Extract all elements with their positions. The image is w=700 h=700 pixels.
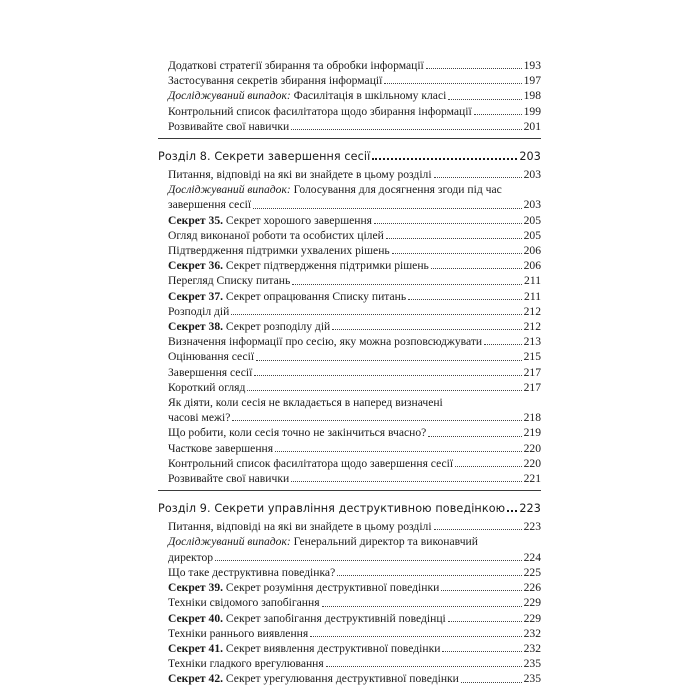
entry-label: Розподіл дій <box>168 304 230 318</box>
entry-text <box>168 425 426 440</box>
entry-label: Підтвердження підтримки ухвалених рішень <box>168 244 390 258</box>
page-number: 221 <box>523 472 541 486</box>
toc-entry[interactable] <box>158 289 541 304</box>
entry-label: Секрет розуміння деструктивної поведінки <box>223 581 440 595</box>
toc-entry[interactable] <box>158 641 541 656</box>
entry-label: Секрет підтвердження підтримки рішень <box>223 259 429 273</box>
entry-text <box>168 119 289 134</box>
entry-label: Огляд виконаної роботи та особистих цілей <box>168 228 384 242</box>
toc-entry-continuation <box>158 197 541 212</box>
page-number: 205 <box>523 228 541 242</box>
entry-label: Секрет запобігання деструктивній поведінці <box>223 611 446 625</box>
entry-label: Фасилітація в шкільному класі <box>290 89 447 103</box>
entry-text <box>168 611 446 626</box>
entry-text <box>168 595 320 610</box>
entry-text <box>168 534 478 549</box>
entry-label-continued: завершення сесії <box>168 198 252 212</box>
dot-leader <box>247 390 521 391</box>
toc-entry[interactable] <box>158 167 541 182</box>
chapter-title: Розділ 8. Секрети завершення сесії <box>158 150 371 164</box>
toc-entry[interactable] <box>158 243 541 258</box>
entry-text <box>168 471 289 486</box>
entry-text <box>168 380 245 395</box>
entry-label: Застосування секретів збирання інформації <box>168 74 383 88</box>
page-number: 201 <box>523 119 541 133</box>
page-number: 219 <box>523 426 541 440</box>
page-number: 212 <box>523 304 541 318</box>
entry-label: Секрет розподілу дій <box>223 320 331 334</box>
dot-leader <box>232 420 521 421</box>
secret-number: Секрет 36. <box>168 259 224 273</box>
dot-leader <box>434 529 522 530</box>
page-number: 232 <box>523 626 541 640</box>
entry-label: Секрет виявлення деструктивної поведінки <box>223 641 441 655</box>
secret-number: Секрет 35. <box>168 213 224 227</box>
toc-entry[interactable] <box>158 304 541 319</box>
toc-entry[interactable] <box>158 365 541 380</box>
entry-text <box>168 565 335 580</box>
entry-text <box>168 456 453 471</box>
toc-entry[interactable] <box>158 58 541 73</box>
entry-label: Визначення інформації про сесію, яку можна розповсюджувати <box>168 335 483 349</box>
entry-label: Контрольний список фасилітатора щодо збирання інформації <box>168 104 472 118</box>
toc-entry[interactable] <box>158 213 541 228</box>
chapter-page-number: 223 <box>519 502 541 516</box>
dot-leader <box>332 329 521 330</box>
entry-label-continued: директор <box>168 550 214 564</box>
case-study-prefix: Досліджуваний випадок: <box>168 183 291 197</box>
toc-entry[interactable] <box>158 380 541 395</box>
dot-leader <box>291 481 521 482</box>
dot-leader <box>291 129 521 130</box>
entry-text <box>168 334 482 349</box>
toc-entry[interactable] <box>158 273 541 288</box>
dot-leader <box>426 68 522 69</box>
page-number: 215 <box>523 350 541 364</box>
entry-text <box>168 580 439 595</box>
dot-leader <box>322 606 522 607</box>
dot-leader <box>386 238 522 239</box>
entry-text <box>168 88 446 103</box>
page-number: 224 <box>523 550 541 564</box>
toc-entry[interactable] <box>158 595 541 610</box>
dot-leader <box>384 83 521 84</box>
toc-entry[interactable] <box>158 104 541 119</box>
entry-text <box>168 671 459 686</box>
dot-leader <box>448 621 522 622</box>
dot-leader <box>441 590 521 591</box>
page-number: 206 <box>523 259 541 273</box>
entry-text <box>168 213 372 228</box>
entry-text <box>168 258 429 273</box>
entry-text <box>168 228 384 243</box>
page-number: 220 <box>523 456 541 470</box>
toc-entry[interactable] <box>158 319 541 334</box>
dot-leader <box>392 253 522 254</box>
page-number: 217 <box>523 380 541 394</box>
toc-entry[interactable] <box>158 395 541 410</box>
dot-leader <box>507 510 517 512</box>
entry-label: Як діяти, коли сесія не вкладається в наперед визначені <box>168 396 443 410</box>
page-number: 197 <box>523 74 541 88</box>
secret-number: Секрет 41. <box>168 641 224 655</box>
page-number: 229 <box>523 596 541 610</box>
toc-entry[interactable] <box>158 565 541 580</box>
entry-label: Додаткові стратегії збирання та обробки інформації <box>168 59 424 72</box>
page-number: 206 <box>523 244 541 258</box>
toc-entry[interactable] <box>158 441 541 456</box>
dot-leader <box>215 560 522 561</box>
dot-leader <box>434 177 522 178</box>
entry-label-continued: часові межі? <box>168 411 231 425</box>
toc-entry[interactable] <box>158 349 541 364</box>
page-number: 211 <box>524 289 541 303</box>
page-number: 193 <box>523 59 541 72</box>
page-number: 225 <box>523 565 541 579</box>
entry-text <box>168 656 324 671</box>
section-divider <box>158 138 541 139</box>
chapter-9-entries <box>158 519 541 686</box>
entry-text <box>168 441 273 456</box>
entry-text <box>168 289 406 304</box>
page-number: 203 <box>523 168 541 182</box>
dot-leader <box>461 682 522 683</box>
dot-leader <box>428 436 521 437</box>
entry-text <box>168 349 254 364</box>
page-number: 217 <box>523 365 541 379</box>
entry-label: Контрольний список фасилітатора щодо завершення сесії <box>168 456 454 470</box>
section-divider <box>158 490 541 491</box>
entry-text <box>168 73 382 88</box>
page-number: 229 <box>523 611 541 625</box>
entry-text <box>168 243 390 258</box>
toc-entry[interactable] <box>158 626 541 641</box>
secret-number: Секрет 42. <box>168 672 224 686</box>
dot-leader <box>253 208 522 209</box>
chapter-title: Розділ 9. Секрети управління деструктивною поведінкою <box>158 502 506 516</box>
secret-number: Секрет 37. <box>168 289 224 303</box>
entry-text <box>168 273 290 288</box>
dot-leader <box>292 284 522 285</box>
toc-entry[interactable] <box>158 656 541 671</box>
chapter-heading[interactable] <box>158 501 541 519</box>
entry-label: Короткий огляд <box>168 380 246 394</box>
page-number: 203 <box>523 198 541 212</box>
entry-label: Питання, відповіді на які ви знайдете в цьому розділі <box>168 520 432 534</box>
entry-text <box>168 304 229 319</box>
entry-text <box>168 626 308 641</box>
entry-label: Техніки свідомого запобігання <box>168 596 320 610</box>
entry-label: Розвивайте свої навички <box>168 119 290 133</box>
dot-leader <box>408 299 522 300</box>
toc-entry[interactable] <box>158 425 541 440</box>
toc-entry[interactable] <box>158 119 541 134</box>
page-number: 198 <box>523 89 541 103</box>
page-number: 226 <box>523 581 541 595</box>
entry-label: Що таке деструктивна поведінка? <box>168 565 336 579</box>
entry-label: Оцінювання сесії <box>168 350 255 364</box>
page-number: 212 <box>523 320 541 334</box>
dot-leader <box>256 360 522 361</box>
toc-entry[interactable] <box>158 671 541 686</box>
toc-entry[interactable] <box>158 471 541 486</box>
entry-text <box>168 58 424 73</box>
entry-text <box>168 641 440 656</box>
chapter-8-entries <box>158 167 541 486</box>
entry-text <box>168 167 432 182</box>
toc-entry[interactable] <box>158 73 541 88</box>
dot-leader <box>484 344 521 345</box>
chapter-page-number: 203 <box>519 150 541 164</box>
page-number: 211 <box>524 274 541 288</box>
entry-label: Часткове завершення <box>168 441 274 455</box>
dot-leader <box>455 466 521 467</box>
secret-number: Секрет 38. <box>168 320 224 334</box>
toc-entry[interactable] <box>158 611 541 626</box>
entry-label: Завершення сесії <box>168 365 253 379</box>
dot-leader <box>275 451 522 452</box>
dot-leader <box>326 666 522 667</box>
dot-leader <box>337 575 521 576</box>
secret-number: Секрет 40. <box>168 611 224 625</box>
toc-entry[interactable] <box>158 228 541 243</box>
dot-leader <box>310 636 521 637</box>
page-number: 218 <box>523 411 541 425</box>
entry-text <box>168 319 330 334</box>
dot-leader <box>448 99 521 100</box>
page-number: 235 <box>523 657 541 671</box>
secret-number: Секрет 39. <box>168 581 224 595</box>
dot-leader <box>231 314 521 315</box>
toc-entry[interactable] <box>158 88 541 103</box>
table-of-contents <box>158 58 541 687</box>
entry-label: Перегляд Списку питань <box>168 274 291 288</box>
page-number: 205 <box>523 213 541 227</box>
toc-entry[interactable] <box>158 580 541 595</box>
page-number: 223 <box>523 520 541 534</box>
entry-text <box>168 519 432 534</box>
toc-entry[interactable] <box>158 182 541 197</box>
chapter-heading[interactable] <box>158 149 541 167</box>
entry-label: Що робити, коли сесія точно не закінчиться вчасно? <box>168 426 427 440</box>
toc-entry[interactable] <box>158 334 541 349</box>
toc-entry[interactable] <box>158 456 541 471</box>
entry-text <box>168 395 443 410</box>
dot-leader <box>372 158 517 160</box>
entry-label: Питання, відповіді на які ви знайдете в цьому розділі <box>168 168 432 182</box>
dot-leader <box>442 651 521 652</box>
toc-entry-continuation <box>158 550 541 565</box>
page-number: 199 <box>523 104 541 118</box>
toc-entry[interactable] <box>158 534 541 549</box>
entry-label: Техніки гладкого врегулювання <box>168 657 324 671</box>
entry-label: Розвивайте свої навички <box>168 472 290 486</box>
entry-label: Секрет урегулювання деструктивної поведінки <box>223 672 459 686</box>
entry-label: Секрет хорошого завершення <box>223 213 373 227</box>
dot-leader <box>431 268 522 269</box>
entry-label: Секрет опрацювання Списку питань <box>223 289 407 303</box>
page-number: 220 <box>523 441 541 455</box>
case-study-prefix: Досліджуваний випадок: <box>168 89 291 103</box>
entry-label: Голосування для досягнення згоди під час <box>290 183 502 197</box>
entry-text <box>168 365 252 380</box>
case-study-prefix: Досліджуваний випадок: <box>168 535 291 549</box>
toc-section-continued <box>158 58 541 134</box>
entry-text <box>168 104 472 119</box>
dot-leader <box>254 375 521 376</box>
dot-leader <box>374 223 522 224</box>
page-number: 232 <box>523 641 541 655</box>
entry-label: Техніки раннього виявлення <box>168 626 309 640</box>
toc-entry-continuation <box>158 410 541 425</box>
toc-entry[interactable] <box>158 519 541 534</box>
page-number: 235 <box>523 672 541 686</box>
entry-text <box>168 182 502 197</box>
toc-entry[interactable] <box>158 258 541 273</box>
dot-leader <box>474 114 522 115</box>
page-number: 213 <box>523 335 541 349</box>
entry-label: Генеральний директор та виконавчий <box>290 535 478 549</box>
